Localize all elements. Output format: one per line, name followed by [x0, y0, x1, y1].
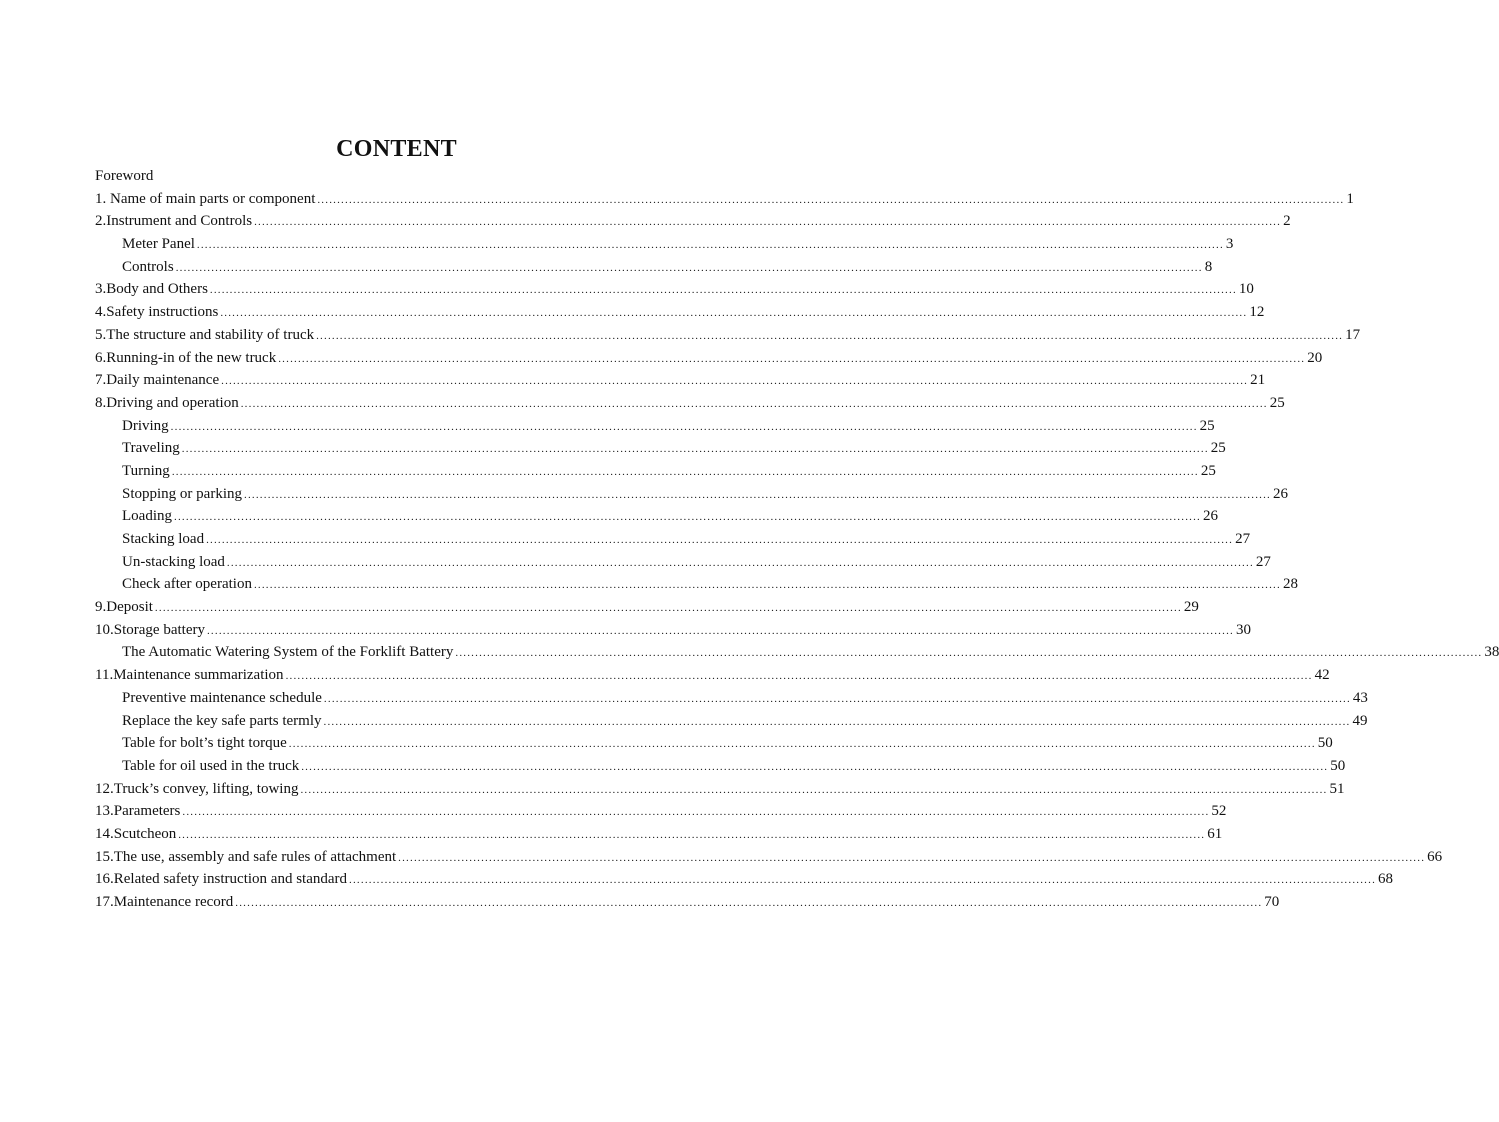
toc-subentry[interactable] — [95, 551, 1271, 574]
toc-page-number: 50 — [1317, 735, 1333, 752]
toc-leader-dots: .................................................................................................................................................................................................................................................................... — [175, 261, 1203, 274]
toc-entry[interactable] — [95, 596, 1199, 619]
toc-entry[interactable] — [95, 823, 1223, 846]
toc-page-number: 20 — [1307, 349, 1323, 366]
toc-leader-dots: .................................................................................................................................................................................................................................................................... — [244, 488, 1271, 501]
toc-entry-label: Table for bolt’s tight torque — [122, 735, 287, 752]
toc-entry[interactable] — [95, 188, 1354, 211]
toc-page-number: 25 — [1269, 394, 1285, 411]
toc-subentry[interactable] — [95, 755, 1346, 778]
toc-subentry[interactable] — [95, 505, 1218, 528]
toc-leader-dots: .................................................................................................................................................................................................................................................................... — [455, 647, 1483, 660]
toc-entry-label: Turning — [122, 462, 170, 479]
toc-page-number: 10 — [1238, 281, 1254, 298]
toc-foreword[interactable] — [95, 165, 698, 188]
toc-leader-dots: .................................................................................................................................................................................................................................................................... — [226, 556, 1254, 569]
toc-page-number: 29 — [1183, 599, 1199, 616]
toc-page-number: 8 — [1204, 258, 1213, 275]
toc-subentry[interactable] — [95, 460, 1216, 483]
toc-leader-dots: .................................................................................................................................................................................................................................................................... — [323, 715, 1351, 728]
toc-page-number: 51 — [1329, 780, 1345, 797]
toc-leader-dots: .................................................................................................................................................................................................................................................................... — [300, 783, 1328, 796]
toc-subentry[interactable] — [95, 233, 1234, 256]
toc-leader-dots: .................................................................................................................................................................................................................................................................... — [288, 738, 1316, 751]
toc-entry-label: Preventive maintenance schedule — [122, 689, 322, 706]
toc-entry-label: 10.Storage battery — [95, 621, 205, 638]
toc-leader-dots: .................................................................................................................................................................................................................................................................... — [178, 828, 1206, 841]
toc-entry[interactable] — [95, 301, 1265, 324]
toc-subentry[interactable] — [95, 687, 1368, 710]
toc-entry-label: 17.Maintenance record — [95, 894, 234, 910]
toc-page-number: 42 — [1314, 667, 1330, 684]
toc-page-number: 25 — [1210, 440, 1226, 457]
toc-leader-dots: .................................................................................................................................................................................................................................................................... — [171, 465, 1199, 478]
toc-page-number: 25 — [1199, 417, 1215, 434]
toc-entry-label: Check after operation — [122, 576, 252, 593]
toc-leader-dots: .................................................................................................................................................................................................................................................................... — [317, 193, 1345, 206]
toc-leader-dots: .................................................................................................................................................................................................................................................................... — [253, 579, 1281, 592]
toc-leader-dots: .................................................................................................................................................................................................................................................................... — [398, 851, 1426, 864]
toc-entry[interactable] — [95, 846, 1443, 869]
toc-entry-label: 12.Truck’s convey, lifting, towing — [95, 780, 299, 797]
toc-leader-dots: .................................................................................................................................................................................................................................................................... — [181, 443, 1209, 456]
toc-foreword-label: Foreword — [95, 168, 154, 184]
toc-page-number: 30 — [1235, 621, 1251, 638]
toc-entry[interactable] — [95, 800, 1227, 823]
toc-leader-dots: .................................................................................................................................................................................................................................................................... — [154, 602, 1182, 615]
toc-page-number: 1 — [1346, 190, 1354, 207]
toc-entry-label: 6.Running-in of the new truck — [95, 349, 277, 366]
page-title: CONTENT — [336, 136, 457, 162]
toc-leader-dots: .................................................................................................................................................................................................................................................................... — [323, 692, 1351, 705]
toc-entry-label: Meter Panel — [122, 236, 195, 253]
toc-leader-dots: .................................................................................................................................................................................................................................................................... — [170, 420, 1198, 433]
toc-subentry[interactable] — [95, 710, 1368, 733]
toc-leader-dots: .................................................................................................................................................................................................................................................................... — [209, 284, 1237, 297]
toc-entry-label: Stopping or parking — [122, 485, 242, 502]
toc-entry[interactable] — [95, 778, 1345, 801]
toc-entry-label: 4.Safety instructions — [95, 304, 219, 321]
toc-entry-label: Table for oil used in the truck — [122, 757, 300, 774]
toc-page-number: 68 — [1378, 871, 1394, 888]
toc-entry[interactable] — [95, 891, 1280, 914]
toc-subentry[interactable] — [95, 415, 1215, 438]
toc-leader-dots: .................................................................................................................................................................................................................................................................... — [316, 329, 1344, 342]
toc-entry-label: 5.The structure and stability of truck — [95, 326, 315, 343]
toc-leader-dots: .................................................................................................................................................................................................................................................................... — [182, 806, 1210, 819]
toc-entry-label: Controls — [122, 258, 174, 275]
toc-leader-dots: .................................................................................................................................................................................................................................................................... — [206, 624, 1234, 637]
toc-page-number: 66 — [1427, 848, 1443, 865]
toc-entry[interactable] — [95, 347, 1323, 370]
toc-page-number: 52 — [1211, 803, 1227, 820]
toc-entry-label: Traveling — [122, 440, 180, 457]
toc-leader-dots: .................................................................................................................................................................................................................................................................... — [221, 375, 1249, 388]
toc-entry-label: Stacking load — [122, 531, 205, 547]
toc-leader-dots: .................................................................................................................................................................................................................................................................... — [349, 874, 1377, 887]
toc-entry-label: 14.Scutcheon — [95, 825, 177, 842]
toc-entry-label: Driving — [122, 417, 169, 434]
toc-leader-dots: .................................................................................................................................................................................................................................................................... — [206, 534, 1234, 546]
toc-page-number: 43 — [1352, 689, 1368, 706]
toc-entry[interactable] — [95, 868, 1394, 891]
toc-entry-label: 7.Daily maintenance — [95, 372, 220, 389]
toc-entry-label: 13.Parameters — [95, 803, 181, 820]
toc-entry[interactable] — [95, 369, 1266, 392]
toc-page-number: 49 — [1352, 712, 1368, 729]
toc-page-number: 3 — [1225, 236, 1234, 253]
toc-page-number: 27 — [1235, 531, 1251, 547]
toc-subentry[interactable] — [95, 437, 1226, 460]
toc-entry[interactable] — [95, 619, 1251, 642]
toc-leader-dots: .................................................................................................................................................................................................................................................................... — [235, 897, 1263, 909]
toc-leader-dots: .................................................................................................................................................................................................................................................................... — [254, 216, 1282, 229]
toc-page-number: 28 — [1282, 576, 1298, 593]
toc-leader-dots: .................................................................................................................................................................................................................................................................... — [220, 307, 1248, 320]
toc-subentry[interactable] — [95, 256, 1213, 279]
toc-subentry[interactable] — [95, 573, 1298, 596]
toc-page-number: 17 — [1345, 326, 1361, 343]
toc-entry-label: Loading — [122, 508, 172, 525]
toc-page-number: 26 — [1203, 508, 1218, 525]
toc-entry-label: 2.Instrument and Controls — [95, 213, 253, 230]
toc-page-number: 50 — [1330, 757, 1346, 774]
toc-leader-dots: .................................................................................................................................................................................................................................................................... — [278, 352, 1306, 365]
toc-entry-label: Un-stacking load — [122, 553, 225, 570]
toc-entry-label: 8.Driving and operation — [95, 394, 239, 411]
toc-page-number: 61 — [1207, 825, 1223, 842]
toc-entry-label: 11.Maintenance summarization — [95, 667, 284, 684]
toc-entry-label: 9.Deposit — [95, 599, 153, 616]
toc-page-number: 38 — [1484, 644, 1499, 661]
toc-entry-label: 1. Name of main parts or component — [95, 190, 316, 207]
toc-entry[interactable] — [95, 392, 1285, 415]
toc-page-number: 27 — [1255, 553, 1271, 570]
toc-page-number: 25 — [1200, 462, 1216, 479]
toc-leader-dots: .................................................................................................................................................................................................................................................................... — [301, 760, 1329, 773]
toc-leader-dots: .................................................................................................................................................................................................................................................................... — [240, 397, 1268, 410]
toc-entry-label: Replace the key safe parts termly — [122, 712, 322, 729]
toc-entry-label: The Automatic Watering System of the Forklift Battery — [122, 644, 454, 661]
toc-page-number: 26 — [1273, 485, 1288, 502]
toc-entry-label: 15.The use, assembly and safe rules of attachment — [95, 848, 397, 865]
toc-subentry[interactable] — [95, 483, 1288, 506]
toc-entry[interactable] — [95, 278, 1254, 301]
toc-page-number: 2 — [1283, 213, 1291, 230]
toc-entry[interactable] — [95, 210, 1291, 233]
toc-entry[interactable] — [95, 324, 1361, 347]
toc-entry[interactable] — [95, 664, 1330, 687]
toc-entry-label: 16.Related safety instruction and standard — [95, 871, 348, 888]
table-of-contents — [95, 165, 1499, 914]
toc-leader-dots: .................................................................................................................................................................................................................................................................... — [285, 670, 1313, 683]
toc-entry-label: 3.Body and Others — [95, 281, 208, 298]
toc-leader-dots: .................................................................................................................................................................................................................................................................... — [174, 511, 1201, 524]
toc-leader-dots: .................................................................................................................................................................................................................................................................... — [196, 239, 1224, 252]
toc-subentry[interactable] — [95, 641, 1499, 664]
toc-subentry[interactable] — [95, 528, 1251, 551]
toc-page-number: 70 — [1264, 894, 1280, 910]
toc-subentry[interactable] — [95, 732, 1333, 755]
toc-page-number: 12 — [1249, 304, 1265, 321]
toc-page-number: 21 — [1250, 372, 1266, 389]
